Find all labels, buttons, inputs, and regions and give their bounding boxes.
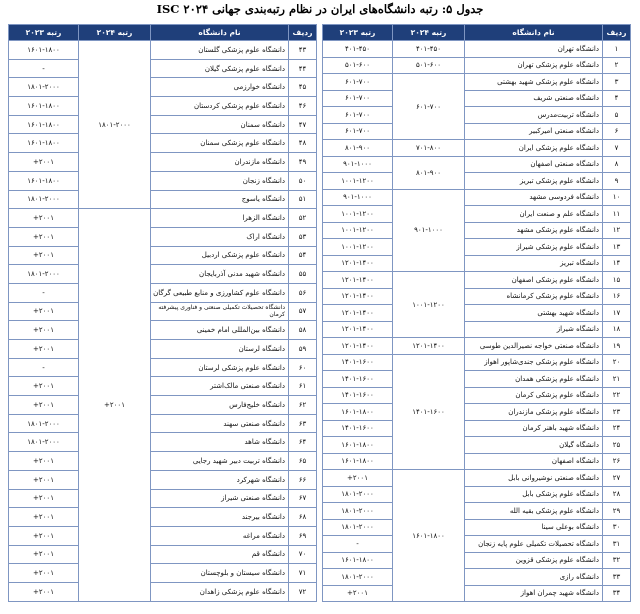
header-rank-2023: رتبه ۲۰۲۳ <box>323 25 393 41</box>
table-row <box>323 503 631 520</box>
row-number: ۴۸ <box>289 134 317 153</box>
university-name: دانشگاه صنعتی امیرکبیر <box>465 123 603 140</box>
rank-2023-cell: ۱۴۰۱-۱۶۰۰ <box>323 371 393 388</box>
rank-2023-cell: ۱۶۰۱-۱۸۰۰ <box>323 552 393 569</box>
rank-2024-cell: ۱۴۰۱-۱۶۰۰ <box>393 354 465 470</box>
row-number: ۱۳ <box>603 239 631 256</box>
rank-2023-cell: - <box>9 358 79 377</box>
rank-2024-cell: +۲۰۰۱ <box>79 209 151 601</box>
table-row <box>323 536 631 553</box>
university-name: دانشگاه تربیت دبیر شهید رجایی <box>151 452 289 471</box>
row-number: ۲۰ <box>603 354 631 371</box>
table-row <box>323 338 631 355</box>
rank-2023-cell: ۱۶۰۱-۱۸۰۰ <box>9 97 79 116</box>
university-name: دانشگاه علوم پزشکی تهران <box>465 57 603 74</box>
row-number: ۵۹ <box>289 340 317 359</box>
table-row <box>9 115 317 134</box>
table-row <box>323 453 631 470</box>
rank-2023-cell: ۹۰۱-۱۰۰۰ <box>323 156 393 173</box>
rank-2024-cell: ۶۰۱-۷۰۰ <box>393 74 465 140</box>
row-number: ۱۵ <box>603 272 631 289</box>
row-number: ۶۸ <box>289 508 317 527</box>
university-name: دانشگاه گیلان <box>465 437 603 454</box>
table-row <box>9 302 317 321</box>
university-name: دانشگاه صنعتی اصفهان <box>465 156 603 173</box>
header-rank-2023: رتبه ۲۰۲۳ <box>9 25 79 41</box>
rank-2023-cell: +۲۰۰۱ <box>9 470 79 489</box>
row-number: ۲۱ <box>603 371 631 388</box>
row-number: ۱۴ <box>603 255 631 272</box>
university-name: دانشگاه تربیت‌مدرس <box>465 107 603 124</box>
university-name: دانشگاه صنعتی شیراز <box>151 489 289 508</box>
table-row <box>9 321 317 340</box>
rank-2023-cell: ۱۶۰۱-۱۸۰۰ <box>9 134 79 153</box>
table-row <box>323 552 631 569</box>
table-row <box>323 321 631 338</box>
university-name: دانشگاه علوم پزشکی اصفهان <box>465 272 603 289</box>
table-row <box>323 305 631 322</box>
rank-2023-cell: +۲۰۰۱ <box>9 153 79 172</box>
rank-2023-cell: ۵۰۱-۶۰۰ <box>323 57 393 74</box>
university-name: دانشگاه علوم پزشکی اردبیل <box>151 246 289 265</box>
rank-2023-cell: +۲۰۰۱ <box>9 302 79 321</box>
table-row <box>9 526 317 545</box>
university-name: دانشگاه علوم پزشکی کرمانشاه <box>465 288 603 305</box>
rank-2023-cell: ۱۲۰۱-۱۴۰۰ <box>323 338 393 355</box>
table-row <box>323 437 631 454</box>
rank-2023-cell: ۱۶۰۱-۱۸۰۰ <box>9 41 79 60</box>
table-row <box>9 41 317 60</box>
rank-2023-cell: ۱۴۰۱-۱۶۰۰ <box>323 354 393 371</box>
university-name: دانشگاه شهید مدنی آذربایجان <box>151 265 289 284</box>
row-number: ۲۲ <box>603 387 631 404</box>
university-name: دانشگاه تهران <box>465 41 603 58</box>
rank-2023-cell: ۶۰۱-۷۰۰ <box>323 90 393 107</box>
university-name: دانشگاه شیراز <box>465 321 603 338</box>
university-name: دانشگاه علوم پزشکی سمنان <box>151 134 289 153</box>
header-row <box>323 25 631 41</box>
university-name: دانشگاه شهید بهشتی <box>465 305 603 322</box>
university-name: دانشگاه علوم پزشکی بابل <box>465 486 603 503</box>
rank-2023-cell: +۲۰۰۱ <box>9 209 79 228</box>
rank-2023-cell: ۴۰۱-۴۵۰ <box>323 41 393 58</box>
table-row <box>323 371 631 388</box>
row-number: ۲۵ <box>603 437 631 454</box>
university-name: دانشگاه سمنان <box>151 115 289 134</box>
row-number: ۱۹ <box>603 338 631 355</box>
rank-2023-cell: ۱۸۰۱-۲۰۰۰ <box>323 503 393 520</box>
rank-2023-cell: ۱۸۰۱-۲۰۰۰ <box>9 414 79 433</box>
table-row <box>323 420 631 437</box>
university-name: دانشگاه الزهرا <box>151 209 289 228</box>
university-name: دانشگاه علوم پزشکی ایران <box>465 140 603 157</box>
table-row <box>9 433 317 452</box>
row-number: ۳۳ <box>603 569 631 586</box>
table-row <box>323 569 631 586</box>
rank-2023-cell: ۱۴۰۱-۱۶۰۰ <box>323 387 393 404</box>
rank-2023-cell: ۱۸۰۱-۲۰۰۰ <box>9 78 79 97</box>
table-row <box>323 222 631 239</box>
row-number: ۵۶ <box>289 283 317 302</box>
table-row <box>323 41 631 58</box>
row-number: ۴۷ <box>289 115 317 134</box>
table-row <box>9 489 317 508</box>
table-row <box>9 153 317 172</box>
row-number: ۶۷ <box>289 489 317 508</box>
table-row <box>323 486 631 503</box>
table-row <box>323 239 631 256</box>
university-name: دانشگاه تبریز <box>465 255 603 272</box>
table-row <box>323 173 631 190</box>
table-row <box>9 134 317 153</box>
table-row <box>323 123 631 140</box>
rank-2023-cell: ۱۶۰۱-۱۸۰۰ <box>323 404 393 421</box>
table-row <box>9 582 317 601</box>
row-number: ۲۹ <box>603 503 631 520</box>
row-number: ۶۹ <box>289 526 317 545</box>
university-name: دانشگاه علوم پزشکی لرستان <box>151 358 289 377</box>
row-number: ۵۷ <box>289 302 317 321</box>
rank-2023-cell: ۱۶۰۱-۱۸۰۰ <box>323 453 393 470</box>
table-row <box>9 265 317 284</box>
rank-2024-cell: ۴۰۱-۴۵۰ <box>393 41 465 58</box>
university-name: دانشگاه بیرجند <box>151 508 289 527</box>
rank-2023-cell: +۲۰۰۱ <box>9 227 79 246</box>
header-row-number: ردیف <box>289 25 317 41</box>
table-row <box>9 246 317 265</box>
university-name: دانشگاه شهید چمران اهواز <box>465 585 603 602</box>
table-row <box>323 57 631 74</box>
row-number: ۴۹ <box>289 153 317 172</box>
table-row <box>9 358 317 377</box>
row-number: ۶۶ <box>289 470 317 489</box>
rank-2023-cell: +۲۰۰۱ <box>9 396 79 415</box>
table-row <box>323 156 631 173</box>
header-rank-2024: رتبه ۲۰۲۴ <box>79 25 151 41</box>
university-name: دانشگاه بین‌المللی امام خمینی <box>151 321 289 340</box>
university-name: دانشگاه صنعتی مالک‌اشتر <box>151 377 289 396</box>
row-number: ۲۸ <box>603 486 631 503</box>
rank-2023-cell: ۸۰۱-۹۰۰ <box>323 140 393 157</box>
rank-2023-cell: +۲۰۰۱ <box>9 545 79 564</box>
rank-2024-cell: ۱۰۰۱-۱۲۰۰ <box>393 272 465 338</box>
rank-2023-cell: - <box>9 283 79 302</box>
table-row <box>323 107 631 124</box>
row-number: ۵۱ <box>289 190 317 209</box>
row-number: ۵۲ <box>289 209 317 228</box>
rank-2023-cell: ۱۸۰۱-۲۰۰۰ <box>323 519 393 536</box>
university-name: دانشگاه اصفهان <box>465 453 603 470</box>
table-body <box>9 41 317 602</box>
university-name: دانشگاه مراغه <box>151 526 289 545</box>
university-name: دانشگاه لرستان <box>151 340 289 359</box>
table-row <box>323 585 631 602</box>
university-name: دانشگاه قم <box>151 545 289 564</box>
university-name: دانشگاه علوم پزشکی بقیه الله <box>465 503 603 520</box>
table-row <box>9 190 317 209</box>
row-number: ۵۴ <box>289 246 317 265</box>
university-name: دانشگاه صنعتی نوشیروانی بابل <box>465 470 603 487</box>
rank-2023-cell: +۲۰۰۱ <box>9 526 79 545</box>
table-row <box>323 140 631 157</box>
university-name: دانشگاه مازندران <box>151 153 289 172</box>
rank-2023-cell: ۱۶۰۱-۱۸۰۰ <box>9 115 79 134</box>
rank-2023-cell: ۱۸۰۱-۲۰۰۰ <box>9 433 79 452</box>
row-number: ۱۷ <box>603 305 631 322</box>
row-number: ۱۰ <box>603 189 631 206</box>
rank-2023-cell: ۱۸۰۱-۲۰۰۰ <box>9 265 79 284</box>
table-row <box>323 272 631 289</box>
rank-2024-cell: ۵۰۱-۶۰۰ <box>393 57 465 74</box>
table-row <box>323 255 631 272</box>
table-row <box>323 519 631 536</box>
table-title: جدول ۵: رتبه دانشگاه‌های ایران در نظام رتبه‌بندی جهانی ISC ۲۰۲۴ <box>156 2 484 16</box>
university-name: دانشگاه علوم کشاورزی و منابع طبیعی گرگان <box>151 283 289 302</box>
rank-2023-cell: ۱۸۰۱-۲۰۰۰ <box>323 486 393 503</box>
table-row <box>9 470 317 489</box>
row-number: ۸ <box>603 156 631 173</box>
row-number: ۱۲ <box>603 222 631 239</box>
table-row <box>9 78 317 97</box>
ranking-table-left <box>8 24 317 602</box>
rank-2023-cell: ۱۶۰۱-۱۸۰۰ <box>323 437 393 454</box>
table-row <box>9 227 317 246</box>
rank-2023-cell: +۲۰۰۱ <box>9 246 79 265</box>
table-row <box>323 90 631 107</box>
rank-2023-cell: ۱۰۰۱-۱۲۰۰ <box>323 173 393 190</box>
university-name: دانشگاه علوم پزشکی زاهدان <box>151 582 289 601</box>
row-number: ۶ <box>603 123 631 140</box>
rank-2023-cell: +۲۰۰۱ <box>9 508 79 527</box>
university-name: دانشگاه علوم پزشکی جندی‌شاپور اهواز <box>465 354 603 371</box>
rank-2024-cell: ۱۶۰۱-۱۸۰۰ <box>393 470 465 602</box>
row-number: ۵۰ <box>289 171 317 190</box>
university-name: دانشگاه علوم پزشکی شهید بهشتی <box>465 74 603 91</box>
university-name: دانشگاه علوم پزشکی مشهد <box>465 222 603 239</box>
university-name: دانشگاه علوم پزشکی کرمان <box>465 387 603 404</box>
rank-2023-cell: ۱۸۰۱-۲۰۰۰ <box>323 569 393 586</box>
header-row <box>9 25 317 41</box>
header-university-name: نام دانشگاه <box>465 25 603 41</box>
table-row <box>9 283 317 302</box>
university-name: دانشگاه یاسوج <box>151 190 289 209</box>
table-row <box>323 189 631 206</box>
table-row <box>9 340 317 359</box>
rank-2023-cell: +۲۰۰۱ <box>323 470 393 487</box>
rank-2023-cell: +۲۰۰۱ <box>9 564 79 583</box>
row-number: ۷۲ <box>289 582 317 601</box>
university-name: دانشگاه شهید باهنر کرمان <box>465 420 603 437</box>
row-number: ۹ <box>603 173 631 190</box>
university-name: دانشگاه علوم پزشکی همدان <box>465 371 603 388</box>
row-number: ۱۸ <box>603 321 631 338</box>
rank-2023-cell: ۱۴۰۱-۱۶۰۰ <box>323 420 393 437</box>
row-number: ۳ <box>603 74 631 91</box>
row-number: ۱۱ <box>603 206 631 223</box>
rank-2023-cell: +۲۰۰۱ <box>9 377 79 396</box>
table-row <box>323 74 631 91</box>
university-name: دانشگاه علوم پزشکی گیلان <box>151 59 289 78</box>
header-rank-2024: رتبه ۲۰۲۴ <box>393 25 465 41</box>
row-number: ۵۸ <box>289 321 317 340</box>
row-number: ۱ <box>603 41 631 58</box>
rank-2023-cell: ۱۸۰۱-۲۰۰۰ <box>9 190 79 209</box>
ranking-table-right <box>322 24 631 602</box>
rank-2023-cell: +۲۰۰۱ <box>9 321 79 340</box>
row-number: ۲۶ <box>603 453 631 470</box>
university-name: دانشگاه بوعلی سینا <box>465 519 603 536</box>
table-row <box>323 354 631 371</box>
rank-2023-cell: ۶۰۱-۷۰۰ <box>323 74 393 91</box>
table-row <box>9 209 317 228</box>
table-row <box>9 171 317 190</box>
table-row <box>9 377 317 396</box>
rank-2023-cell: +۲۰۰۱ <box>323 585 393 602</box>
university-name: دانشگاه خوارزمی <box>151 78 289 97</box>
university-name: دانشگاه فردوسی مشهد <box>465 189 603 206</box>
rank-2023-cell: ۱۰۰۱-۱۲۰۰ <box>323 222 393 239</box>
row-number: ۳۴ <box>603 585 631 602</box>
rank-2023-cell: ۱۲۰۱-۱۴۰۰ <box>323 272 393 289</box>
row-number: ۵ <box>603 107 631 124</box>
university-name: دانشگاه علوم پزشکی گلستان <box>151 41 289 60</box>
table-row <box>9 452 317 471</box>
rank-2023-cell: +۲۰۰۱ <box>9 489 79 508</box>
table-row <box>9 545 317 564</box>
rank-2023-cell: +۲۰۰۱ <box>9 340 79 359</box>
rank-2023-cell: ۹۰۱-۱۰۰۰ <box>323 189 393 206</box>
table-row <box>323 470 631 487</box>
table-row <box>9 59 317 78</box>
university-name: دانشگاه زنجان <box>151 171 289 190</box>
table-row <box>323 404 631 421</box>
row-number: ۴۴ <box>289 59 317 78</box>
university-name: دانشگاه تحصیلات تکمیلی صنعتی و فناوری پیشرفته کرمان <box>151 302 289 321</box>
table-row <box>9 396 317 415</box>
university-name: دانشگاه صنعتی شریف <box>465 90 603 107</box>
row-number: ۵۳ <box>289 227 317 246</box>
rank-2023-cell: ۱۲۰۱-۱۴۰۰ <box>323 305 393 322</box>
row-number: ۴۳ <box>289 41 317 60</box>
rank-2023-cell: ۱۲۰۱-۱۴۰۰ <box>323 321 393 338</box>
rank-2024-cell: ۱۸۰۱-۲۰۰۰ <box>79 41 151 209</box>
header-row-number: ردیف <box>603 25 631 41</box>
row-number: ۲۳ <box>603 404 631 421</box>
university-name: دانشگاه صنعتی خواجه نصیرالدین طوسی <box>465 338 603 355</box>
row-number: ۴ <box>603 90 631 107</box>
row-number: ۴۵ <box>289 78 317 97</box>
row-number: ۴۶ <box>289 97 317 116</box>
university-name: دانشگاه علوم پزشکی قزوین <box>465 552 603 569</box>
university-name: دانشگاه رازی <box>465 569 603 586</box>
row-number: ۷۱ <box>289 564 317 583</box>
rank-2023-cell: - <box>9 59 79 78</box>
university-name: دانشگاه علوم پزشکی کردستان <box>151 97 289 116</box>
rank-2024-cell: ۷۰۱-۸۰۰ <box>393 140 465 157</box>
university-name: دانشگاه اراک <box>151 227 289 246</box>
table-row <box>323 387 631 404</box>
row-number: ۱۶ <box>603 288 631 305</box>
rank-2023-cell: ۱۰۰۱-۱۲۰۰ <box>323 206 393 223</box>
row-number: ۶۵ <box>289 452 317 471</box>
row-number: ۷۰ <box>289 545 317 564</box>
table-row <box>323 288 631 305</box>
rank-2023-cell: ۱۶۰۱-۱۸۰۰ <box>9 171 79 190</box>
header-university-name: نام دانشگاه <box>151 25 289 41</box>
table-row <box>323 206 631 223</box>
row-number: ۲۴ <box>603 420 631 437</box>
university-name: دانشگاه علوم پزشکی مازندران <box>465 404 603 421</box>
university-name: دانشگاه علوم پزشکی تبریز <box>465 173 603 190</box>
rank-2023-cell: ۶۰۱-۷۰۰ <box>323 123 393 140</box>
rank-2024-cell: ۱۲۰۱-۱۴۰۰ <box>393 338 465 355</box>
row-number: ۶۲ <box>289 396 317 415</box>
row-number: ۲۷ <box>603 470 631 487</box>
university-name: دانشگاه تحصیلات تکمیلی علوم پایه زنجان <box>465 536 603 553</box>
university-name: دانشگاه شهرکرد <box>151 470 289 489</box>
university-name: دانشگاه شاهد <box>151 433 289 452</box>
table-row <box>9 508 317 527</box>
row-number: ۷ <box>603 140 631 157</box>
row-number: ۳۲ <box>603 552 631 569</box>
rank-2023-cell: ۱۲۰۱-۱۴۰۰ <box>323 255 393 272</box>
rank-2023-cell: ۶۰۱-۷۰۰ <box>323 107 393 124</box>
rank-2023-cell: +۲۰۰۱ <box>9 452 79 471</box>
rank-2023-cell: - <box>323 536 393 553</box>
rank-2024-cell: ۸۰۱-۹۰۰ <box>393 156 465 189</box>
university-name: دانشگاه علم و صنعت ایران <box>465 206 603 223</box>
rank-2024-cell: ۹۰۱-۱۰۰۰ <box>393 189 465 272</box>
row-number: ۶۴ <box>289 433 317 452</box>
row-number: ۳۱ <box>603 536 631 553</box>
row-number: ۶۰ <box>289 358 317 377</box>
university-name: دانشگاه علوم پزشکی شیراز <box>465 239 603 256</box>
rank-2023-cell: ۱۰۰۱-۱۲۰۰ <box>323 239 393 256</box>
university-name: دانشگاه خلیج‌فارس <box>151 396 289 415</box>
row-number: ۶۱ <box>289 377 317 396</box>
rank-2023-cell: +۲۰۰۱ <box>9 582 79 601</box>
row-number: ۵۵ <box>289 265 317 284</box>
row-number: ۳۰ <box>603 519 631 536</box>
table-row <box>9 97 317 116</box>
university-name: دانشگاه سیستان و بلوچستان <box>151 564 289 583</box>
row-number: ۲ <box>603 57 631 74</box>
university-name: دانشگاه صنعتی سهند <box>151 414 289 433</box>
rank-2023-cell: ۱۲۰۱-۱۴۰۰ <box>323 288 393 305</box>
table-row <box>9 414 317 433</box>
table-row <box>9 564 317 583</box>
table-body <box>323 41 631 602</box>
row-number: ۶۳ <box>289 414 317 433</box>
